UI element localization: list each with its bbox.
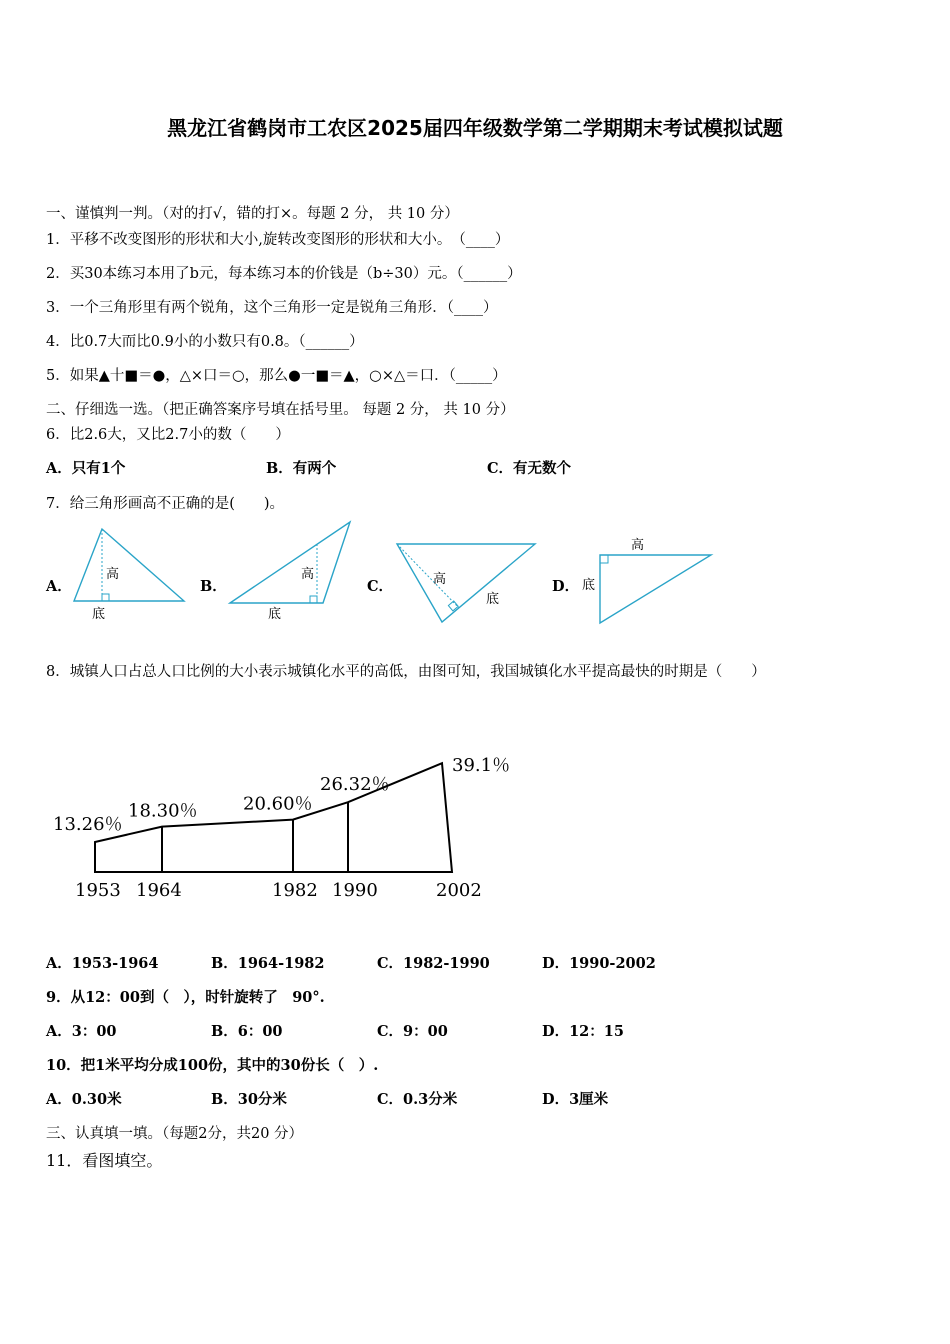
triangle-a-right-angle: [102, 594, 109, 601]
triangle-d: [600, 555, 711, 623]
x-tick-1990: 1990: [332, 880, 378, 901]
q8-option-b: B．1964-1982: [211, 955, 325, 972]
q9-option-c: C．9：00: [377, 1023, 448, 1040]
question-7: 7．给三角形画高不正确的是( )。: [46, 496, 285, 512]
q10-option-c: C．0.3分米: [377, 1091, 458, 1108]
question-5: 5．如果▲十■＝●，△×口＝○，那么●一■＝▲，○×△＝口．（_____）: [46, 368, 507, 384]
question-6: 6．比2.6大，又比2.7小的数（ ）: [46, 427, 290, 443]
triangle-b-right-angle: [310, 596, 317, 603]
triangle-b-di: 底: [268, 607, 282, 622]
triangle-d-gao: 高: [631, 538, 645, 553]
q8-option-c: C．1982-1990: [377, 955, 490, 972]
q10-option-b: B．30分米: [211, 1091, 287, 1108]
question-2: 2．买30本练习本用了b元，每本练习本的价钱是（b÷30）元。（______）: [46, 266, 522, 282]
question-4: 4．比0.7大而比0.9小的小数只有0.8。（______）: [46, 334, 364, 350]
triangle-d-di: 底: [582, 578, 596, 593]
data-label-2002: 39.1％: [452, 755, 511, 777]
q6-option-a: A．只有1个: [46, 460, 126, 477]
section-3-heading: 三、认真填一填。（每题2分，共20 分）: [46, 1126, 304, 1142]
triangle-a-di: 底: [92, 607, 106, 622]
q7-triangles-figure: [40, 515, 740, 630]
question-10: 10．把1米平均分成100份，其中的30份长（ ）.: [46, 1057, 379, 1074]
x-tick-1982: 1982: [272, 880, 318, 901]
section-2-heading: 二、仔细选一选。（把正确答案序号填在括号里。 每题 2 分， 共 10 分）: [46, 402, 515, 418]
triangle-c-gao: 高: [433, 572, 447, 587]
q8-option-d: D．1990-2002: [542, 955, 656, 972]
triangle-a: [74, 529, 184, 601]
q8-option-a: A．1953-1964: [46, 955, 159, 972]
q10-option-a: A．0.30米: [46, 1091, 122, 1108]
data-label-1990: 26.32％: [320, 774, 390, 796]
question-11: 11．看图填空。: [46, 1151, 163, 1170]
triangle-b: [230, 522, 350, 603]
triangle-c-di: 底: [486, 592, 500, 607]
q6-option-b: B．有两个: [266, 460, 337, 477]
triangle-a-gao: 高: [106, 567, 120, 582]
q7-label-b: B．: [200, 578, 227, 595]
q9-option-d: D．12：15: [542, 1023, 624, 1040]
section-1-heading: 一、谨慎判一判。（对的打√，错的打×。每题 2 分， 共 10 分）: [46, 206, 459, 222]
page-title: 黑龙江省鹤岗市工农区2025届四年级数学第二学期期末考试模拟试题: [167, 116, 783, 140]
data-label-1953: 13.26％: [53, 814, 123, 835]
triangle-b-gao: 高: [301, 567, 315, 582]
data-label-1964: 18.30％: [128, 800, 198, 822]
question-9: 9．从12：00到（ ），时针旋转了 90°.: [46, 989, 325, 1006]
triangle-c: [397, 544, 535, 622]
urbanization-chart: [40, 700, 540, 910]
q10-option-d: D．3厘米: [542, 1091, 609, 1108]
q7-label-d: D．: [552, 578, 580, 595]
triangle-d-right-angle: [600, 555, 608, 563]
question-8: 8．城镇人口占总人口比例的大小表示城镇化水平的高低，由图可知，我国城镇化水平提高最快的时期是（ ）: [46, 664, 766, 680]
q7-label-a: A．: [46, 578, 72, 595]
question-3: 3．一个三角形里有两个锐角，这个三角形一定是锐角三角形．（____）: [46, 300, 498, 316]
q9-option-a: A．3：00: [46, 1023, 117, 1040]
data-label-1982: 20.60％: [243, 793, 313, 815]
x-tick-2002: 2002: [436, 880, 482, 901]
q6-option-c: C．有无数个: [487, 460, 572, 477]
q9-option-b: B．6：00: [211, 1023, 283, 1040]
q7-label-c: C．: [367, 578, 394, 595]
x-tick-1953: 1953: [75, 880, 121, 901]
question-1: 1．平移不改变图形的形状和大小,旋转改变图形的形状和大小。 （____）: [46, 232, 510, 248]
x-tick-1964: 1964: [136, 880, 182, 901]
